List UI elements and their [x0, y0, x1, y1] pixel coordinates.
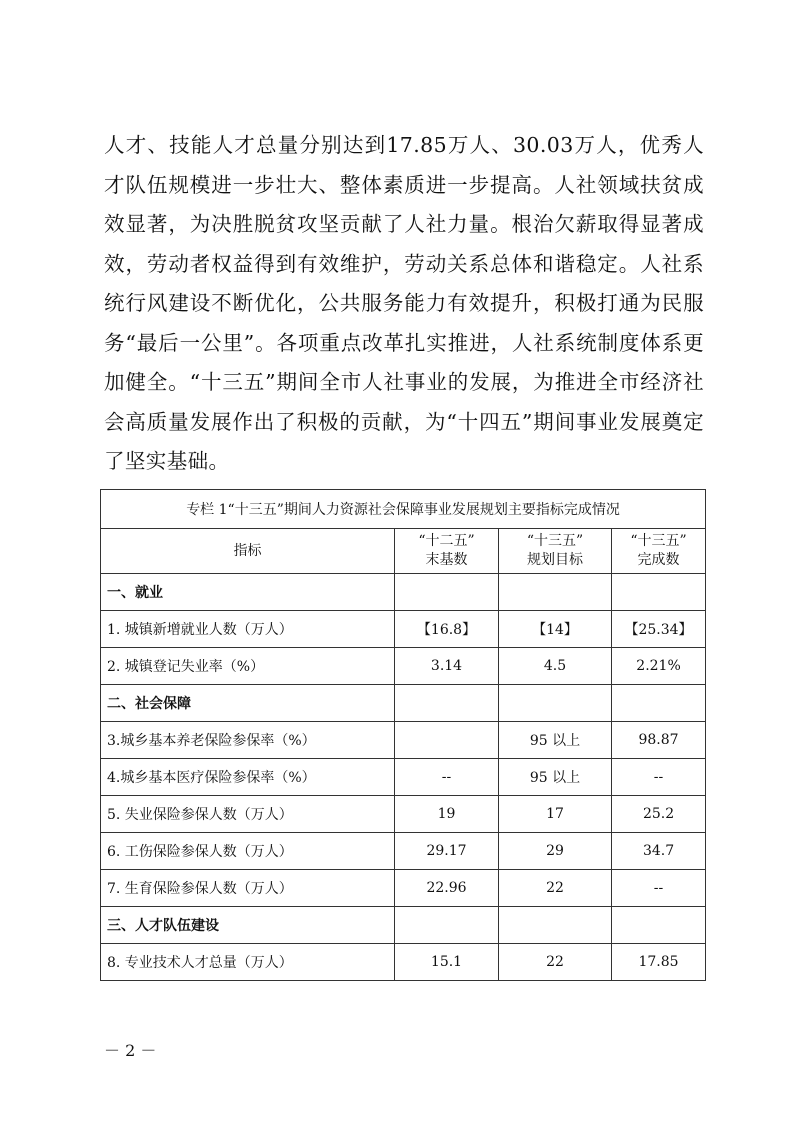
- row-base: [395, 722, 499, 759]
- header-actual-line2: 完成数: [637, 552, 680, 568]
- row-actual: [612, 574, 706, 611]
- row-label: 三、人才队伍建设: [101, 907, 395, 944]
- row-label: 2. 城镇登记失业率（%）: [101, 648, 395, 685]
- header-base-line1: “十二五”: [418, 533, 475, 549]
- row-target: 4.5: [499, 648, 612, 685]
- paragraph-text: 人才、技能人才总量分别达到17.85万人、30.03万人，优秀人才队伍规模进一步壮大、整体素质进一步提高。人社领域扶贫成效显著，为决胜脱贫攻坚贡献了人社力量。根治欠薪取得显著成效，劳动者权益得到有效维护，劳动关系总体和谐稳定。人社系统行风建设不断优化，公共服务能力有效提升，积极打通为民服务“最后一公里”。各项重点改革扎实推进，人社系统制度体系更加健全。“十三五”期间全市人社事业的发展，为推进全市经济社会高质量发展作出了积极的贡献，为“十四五”期间事业发展奠定了坚实基础。: [104, 133, 704, 473]
- row-target: 17: [499, 796, 612, 833]
- row-target: 22: [499, 870, 612, 907]
- row-target: [499, 685, 612, 722]
- table-row: [101, 870, 706, 907]
- page-number: － 2 －: [104, 1041, 157, 1060]
- table-row: [101, 685, 706, 722]
- table-row: [101, 722, 706, 759]
- row-base: --: [395, 759, 499, 796]
- row-base: 【16.8】: [395, 611, 499, 648]
- row-actual: 【25.34】: [612, 611, 706, 648]
- row-base: [395, 685, 499, 722]
- header-base: [395, 529, 499, 574]
- row-actual: [612, 685, 706, 722]
- row-actual: --: [612, 870, 706, 907]
- row-target: 29: [499, 833, 612, 870]
- header-base-line2: 末基数: [425, 552, 468, 568]
- header-target-line1: “十三五”: [526, 533, 584, 549]
- table-row: [101, 907, 706, 944]
- row-actual: 2.21%: [612, 648, 706, 685]
- row-label: 3.城乡基本养老保险参保率（%）: [101, 722, 395, 759]
- table-row: [101, 796, 706, 833]
- header-target: [499, 529, 612, 574]
- table-caption-row: [101, 490, 706, 529]
- table-header-row: [101, 529, 706, 574]
- row-label: 6. 工伤保险参保人数（万人）: [101, 833, 395, 870]
- row-actual: 34.7: [612, 833, 706, 870]
- row-label: 一、就业: [101, 574, 395, 611]
- row-target: 95 以上: [499, 759, 612, 796]
- row-base: [395, 907, 499, 944]
- row-label: 4.城乡基本医疗保险参保率（%）: [101, 759, 395, 796]
- row-base: 3.14: [395, 648, 499, 685]
- row-label: 7. 生育保险参保人数（万人）: [101, 870, 395, 907]
- row-label: 8. 专业技术人才总量（万人）: [101, 944, 395, 981]
- row-base: 29.17: [395, 833, 499, 870]
- row-actual: [612, 907, 706, 944]
- table-row: [101, 833, 706, 870]
- row-base: 15.1: [395, 944, 499, 981]
- table-row: [101, 759, 706, 796]
- body-paragraph: [104, 126, 704, 482]
- table-row: [101, 944, 706, 981]
- row-label: 1. 城镇新增就业人数（万人）: [101, 611, 395, 648]
- row-target: 【14】: [499, 611, 612, 648]
- row-actual: 17.85: [612, 944, 706, 981]
- row-target: 22: [499, 944, 612, 981]
- table-row: [101, 648, 706, 685]
- row-actual: 98.87: [612, 722, 706, 759]
- row-target: 95 以上: [499, 722, 612, 759]
- row-target: [499, 907, 612, 944]
- table-caption: 专栏 1“十三五”期间人力资源社会保障事业发展规划主要指标完成情况: [101, 490, 706, 529]
- row-label: 二、社会保障: [101, 685, 395, 722]
- row-target: [499, 574, 612, 611]
- row-base: 22.96: [395, 870, 499, 907]
- row-base: 19: [395, 796, 499, 833]
- row-actual: --: [612, 759, 706, 796]
- indicators-table: [100, 489, 706, 981]
- header-target-line2: 规划目标: [527, 552, 583, 568]
- table-row: [101, 611, 706, 648]
- row-base: [395, 574, 499, 611]
- header-actual: [612, 529, 706, 574]
- header-actual-line1: “十三五”: [630, 533, 687, 549]
- table-row: [101, 574, 706, 611]
- header-indicator: 指标: [101, 529, 395, 574]
- row-label: 5. 失业保险参保人数（万人）: [101, 796, 395, 833]
- row-actual: 25.2: [612, 796, 706, 833]
